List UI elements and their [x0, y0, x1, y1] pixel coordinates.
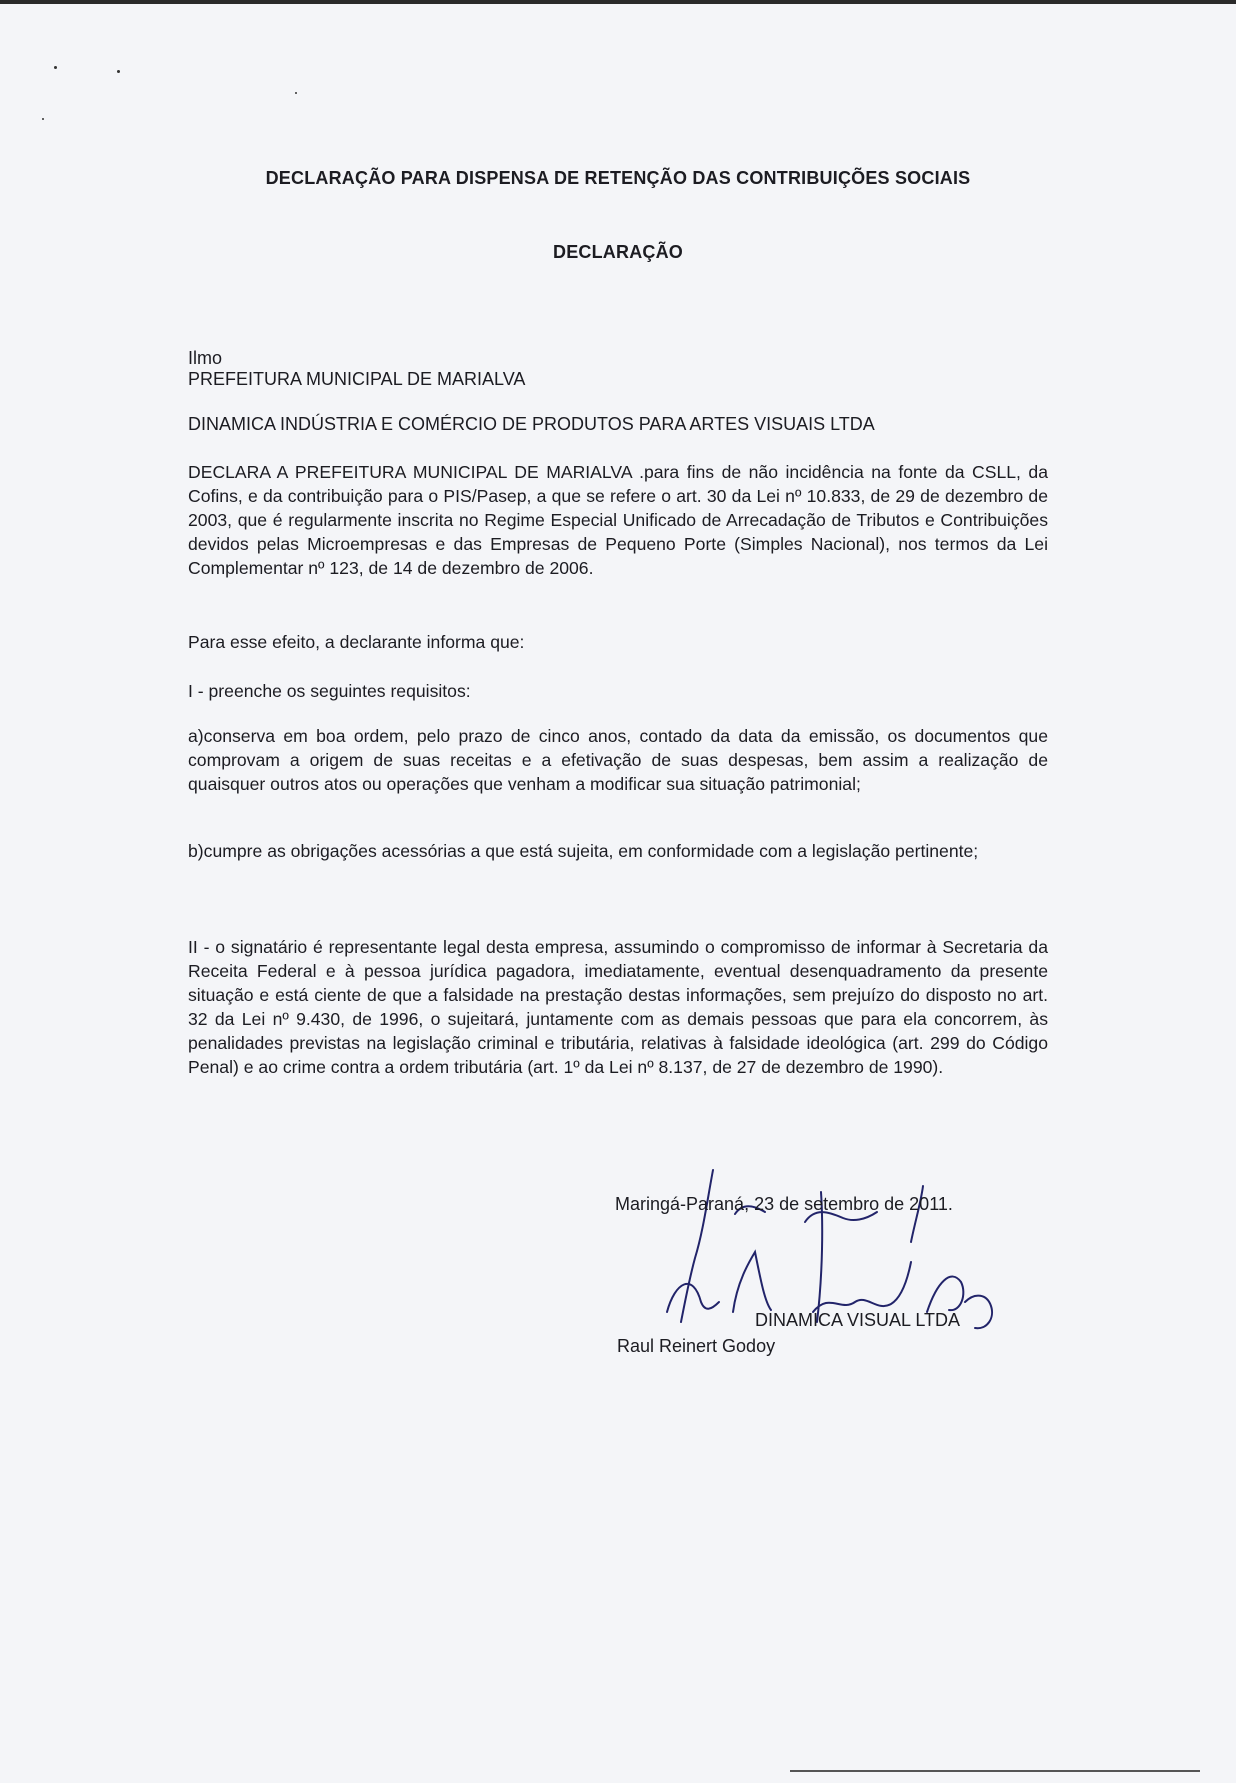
- scan-top-edge: [0, 0, 1236, 4]
- document-subtitle: DECLARAÇÃO: [553, 242, 683, 262]
- paragraph-efeito: Para esse efeito, a declarante informa que:: [188, 632, 525, 652]
- paragraph-declara: DECLARA A PREFEITURA MUNICIPAL DE MARIALVA .para fins de não incidência na fonte da CSLL, da Cofins, e da contribuição para o PIS/Pasep, a que se refere o art. 30 da Lei nº 10.833, de 29 de dezembro de 2003, que é regularmente inscrita no Regime Especial Unificado de Arrecadação de Tributos e Contribuições devidos pelas Microempresas e das Empresas de Pequeno Porte (Simples Nacional), nos termos da Lei Complementar nº 123, de 14 de dezembro de 2006.: [188, 462, 1048, 578]
- company-name: DINAMICA INDÚSTRIA E COMÉRCIO DE PRODUTOS PARA ARTES VISUAIS LTDA: [188, 414, 875, 434]
- document-title: DECLARAÇÃO PARA DISPENSA DE RETENÇÃO DAS CONTRIBUIÇÕES SOCIAIS: [265, 168, 971, 188]
- signature-block: [615, 1180, 1055, 1370]
- handwritten-signature: [615, 1162, 1055, 1332]
- scan-speck: [295, 92, 297, 94]
- paragraph-item-a: a)conserva em boa ordem, pelo prazo de cinco anos, contado da data da emissão, os documentos que comprovam a origem de suas receitas e a efetivação de suas despesas, bem assim a realização de quaisquer outros atos ou operações que venham a modificar sua situação patrimonial;: [188, 726, 1048, 794]
- signer-name: Raul Reinert Godoy: [617, 1336, 776, 1356]
- paragraph-item-b: b)cumpre as obrigações acessórias a que está sujeita, em conformidade com a legislação pertinente;: [188, 841, 979, 861]
- paragraph-item-ii: II - o signatário é representante legal desta empresa, assumindo o compromisso de informar à Secretaria da Receita Federal e à pessoa jurídica pagadora, imediatamente, eventual desenquadramento da presente situação e está ciente de que a falsidade na prestação destas informações, sem prejuízo do disposto no art. 32 da Lei nº 9.430, de 1996, o sujeitará, juntamente com as demais pessoas que para ela concorrem, às penalidades previstas na legislação criminal e tributária, relativas à falsidade ideológica (art. 299 do Código Penal) e ao crime contra a ordem tributária (art. 1º da Lei nº 8.137, de 27 de dezembro de 1990).: [188, 937, 1048, 1077]
- scan-bottom-edge: [790, 1770, 1200, 1772]
- salutation: Ilmo: [188, 348, 223, 368]
- scan-speck: [54, 66, 57, 69]
- signature-company: DINAMICA VISUAL LTDA: [755, 1310, 961, 1330]
- scan-speck: [117, 70, 120, 73]
- paragraph-item-i: I - preenche os seguintes requisitos:: [188, 681, 471, 701]
- place-date: Maringá-Paraná, 23 de setembro de 2011.: [615, 1194, 953, 1214]
- scan-speck: [42, 118, 44, 120]
- recipient: PREFEITURA MUNICIPAL DE MARIALVA: [188, 369, 526, 389]
